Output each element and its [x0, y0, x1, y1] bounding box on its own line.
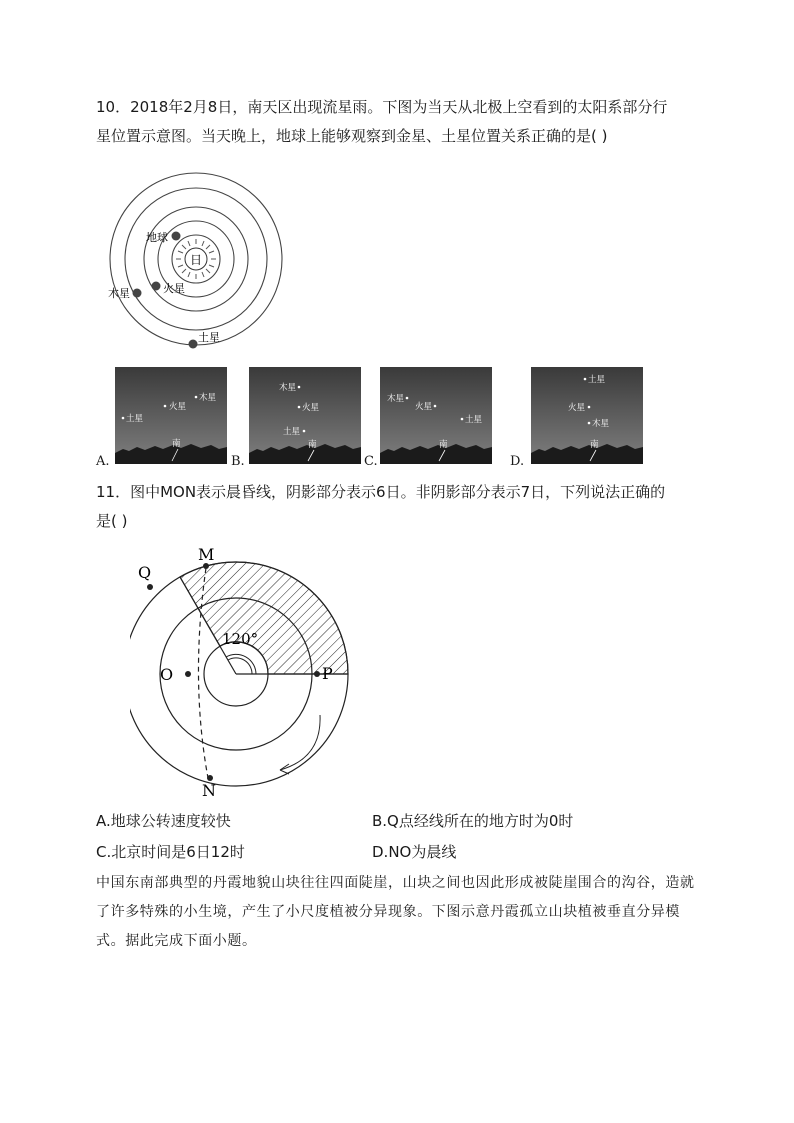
shaded-day-6-region: [180, 562, 348, 674]
sky-a-direction: 南: [172, 439, 181, 449]
sky-c-direction: 南: [439, 440, 448, 450]
sky-option-letter-c: C.: [364, 454, 378, 469]
question-10: [96, 93, 706, 151]
sky-panel-b: [249, 367, 361, 464]
q11-option-c[interactable]: C.北京时间是6日12时: [96, 843, 245, 861]
sky-c-star-3: 土星: [465, 415, 483, 425]
sky-b-star-1: 木星: [279, 383, 297, 393]
danxia-passage: 中国东南部典型的丹霞地貌山块往往四面陡崖，山块之间也因此形成被陡崖围合的沟谷，造就了许多特殊的小生境，产生了小尺度植被分异现象。下图示意丹霞孤立山块植被垂直分异模式。据此完成下面小题。: [96, 875, 695, 949]
point-n-label: N: [202, 781, 216, 800]
sky-d-star-1: 土星: [588, 375, 606, 385]
question-11-line-1: 11．图中MON表示晨昏线，阴影部分表示6日。非阴影部分表示7日，下列说法正确的: [96, 483, 666, 501]
earth-dot: [172, 232, 181, 241]
q11-option-b[interactable]: B.Q点经线所在的地方时为0时: [372, 812, 574, 830]
sky-a-star-3: 木星: [199, 393, 217, 403]
sky-option-letter-d: D.: [510, 454, 525, 469]
question-10-line-2: 星位置示意图。当天晚上，地球上能够观察到金星、土星位置关系正确的是( ): [96, 127, 608, 145]
sky-option-letter-a: A.: [96, 454, 110, 469]
angle-label: 120°: [222, 630, 259, 648]
question-10-line-1: 10．2018年2月8日，南天区出现流星雨。下图为当天从北极上空看到的太阳系部分行: [96, 98, 668, 116]
sky-panel-d: [531, 367, 643, 464]
point-m-label: M: [198, 545, 215, 564]
sky-b-star-2: 火星: [302, 403, 320, 413]
sun-label: 日: [189, 253, 203, 267]
mars-label: 火星: [163, 282, 185, 295]
q11-option-d[interactable]: D.NO为晨线: [372, 843, 457, 861]
point-q-label: Q: [138, 563, 152, 582]
sky-d-star-2: 火星: [568, 403, 586, 413]
saturn-dot: [189, 340, 198, 349]
point-o-label: O: [160, 665, 174, 684]
saturn-label: 土星: [198, 331, 220, 344]
sky-option-letter-b: B.: [231, 454, 245, 469]
polar-terminator-figure: [130, 540, 350, 800]
q11-options-row-2: [96, 841, 716, 865]
sky-c-star-1: 木星: [387, 394, 405, 404]
question-11: [96, 478, 706, 536]
sky-d-star-3: 木星: [592, 419, 610, 429]
sky-b-star-3: 土星: [283, 427, 301, 437]
point-p-label: P: [322, 664, 333, 683]
q11-option-a[interactable]: A.地球公转速度较快: [96, 812, 231, 830]
sky-panel-a: [115, 367, 227, 464]
sky-a-star-2: 火星: [169, 402, 187, 412]
earth-label: 地球: [146, 231, 168, 244]
mars-dot: [152, 282, 161, 291]
sky-c-star-2: 火星: [415, 402, 433, 412]
sky-b-direction: 南: [308, 440, 317, 450]
jupiter-label: 木星: [108, 287, 130, 300]
q11-options-row-1: [96, 810, 716, 834]
solar-system-figure: [100, 166, 300, 356]
sky-panel-c: [380, 367, 492, 464]
sky-a-star-1: 土星: [126, 414, 144, 424]
question-11-line-2: 是( ): [96, 512, 128, 530]
sky-d-direction: 南: [590, 440, 599, 450]
jupiter-dot: [133, 289, 142, 298]
